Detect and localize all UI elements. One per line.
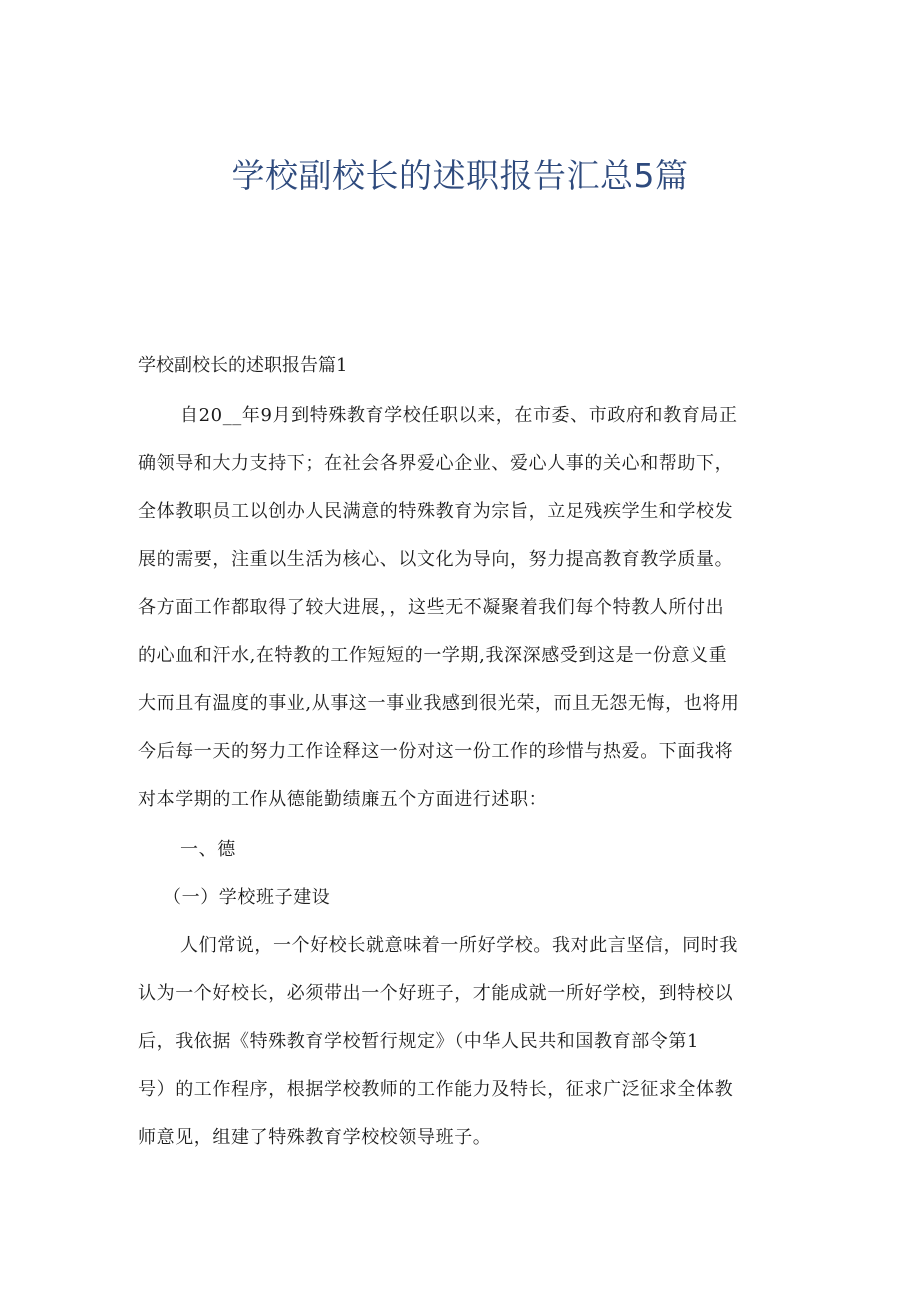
paragraph-line: 各方面工作都取得了较大进展，，这些无不凝聚着我们每个特教人所付出 [138,597,725,618]
paragraph-line: 后，我依据《特殊教育学校暂行规定》（中华人民共和国教育部令第1 [138,1031,700,1052]
document-title: 学校副校长的述职报告汇总5篇 [231,156,689,195]
paragraph-line: 今后每一天的努力工作诠释这一份对这一份工作的珍惜与热爱。下面我将 [138,741,734,762]
paragraph-line: 人们常说，一个好校长就意味着一所好学校。我对此言坚信，同时我 [180,935,738,956]
paragraph-line: 对本学期的工作从德能勤绩廉五个方面进行述职： [138,789,548,810]
paragraph-line: 师意见，组建了特殊教育学校校领导班子。 [138,1127,492,1148]
paragraph-line: 号）的工作程序，根据学校教师的工作能力及特长，征求广泛征求全体教 [138,1079,734,1100]
paragraph-line: 的心血和汗水,在特教的工作短短的一学期,我深深感受到这是一份意义重 [138,645,728,666]
section-heading: 学校副校长的述职报告篇1 [138,355,348,376]
heading-de: 一、德 [180,839,236,860]
paragraph-line: 确领导和大力支持下；在社会各界爱心企业、爱心人事的关心和帮助下， [138,453,734,474]
heading-team-building: （一）学校班子建设 [163,887,331,908]
paragraph-line: 全体教职员工以创办人民满意的特殊教育为宗旨，立足残疾学生和学校发 [138,501,734,522]
paragraph-line: 认为一个好校长，必须带出一个好班子，才能成就一所好学校，到特校以 [138,983,734,1004]
paragraph-line: 展的需要，注重以生活为核心、以文化为导向，努力提高教育教学质量。 [138,549,734,570]
paragraph-line: 自20__年9月到特殊教育学校任职以来，在市委、市政府和教育局正 [180,405,738,426]
paragraph-line: 大而且有温度的事业,从事这一事业我感到很光荣，而且无怨无悔，也将用 [138,693,740,714]
